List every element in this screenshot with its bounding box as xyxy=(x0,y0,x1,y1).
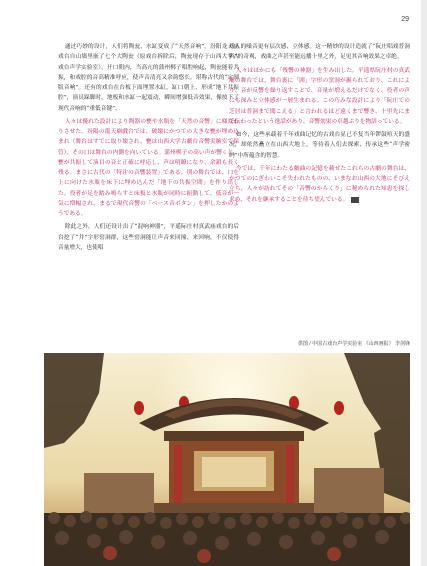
opera-stage-illustration xyxy=(44,353,410,566)
paragraph-ja-today-text: 今では、千年にわたる劇曲の記憶を載せたこれらの古劇の舞台は、かつてのにぎわいこそ失われたものの、いまなお山西の大地にそびえ立ち、人々が訪れてその「音響のからくり」に秘められた知恵を探し求め、それを継承することを待ち望んでいる。 xyxy=(229,165,410,203)
photo-credit: 供图 / 中国古戏台声学实验室 《山西画报》 李剑锋 xyxy=(298,341,410,347)
page-edge-strip xyxy=(421,0,427,566)
left-text-column xyxy=(58,42,239,253)
paragraph-ja-reverb: 人々はほかにも「残響の神器」を生み出した。平遥県阮庄村の真武廟の舞台では、舞台裏に「囲」字形の窯洞が掘られており、これにより、音が反響を繰り返すことで、音量が増えるだけでなく、役者の声にも深みと立体感が一層生まれる。この巧みな設計により「阮庄での芝居は普洞まで聞こえる」と言われるほど遠くまで響き、十里先にまで伝わったという逸話があり、音響効果の卓越ぶりを物語っている。 xyxy=(229,67,410,125)
paragraph-ja-pottery: 人々は優れた設計により陶器の甕や水瓶を「天然の音響」に様変わりさせた。汾陽の龍天廟戯台では、破壊にかつての大きな甕が埋め込まれ（舞台はすでに取り壊され、甕は山西大学古劇台音響実験室で保管）、その口は舞台の内側を向いている。蒲州梆子の高い声が響くと、甕が共振して演目の音と正確に呼応し、声は明瞭になり、余韻も長く残る。まさに古代の「特注の音響装置」である。別の舞台では、口を上に向けた水瓶を床下に埋め込んだ「地下の共振空間」を作り出した。役者が足を踏み鳴らすと床板と水瓶が同時に振動して、低音が一気に増幅され、まるで現代音響の「ベース音ボタン」を押したかのようである。 xyxy=(58,118,239,217)
right-text-column xyxy=(229,42,410,205)
paragraph-zh-pottery: 通过巧妙的设计，人们将陶瓮、水缸变成了“天然音响”。汾阳龙天庙戏台自山墙里嵌了七个大陶瓮（原戏台拆除后，陶瓮现存于山西大学古戏台声学实验室），开口朝内，当高亢的蒲州梆子唱腔响起，陶瓮能着共振，和戏腔的音高精准呼应，使声音清亮又余韵悠长。堪称古代的“定制版音响”。还有的戏台在台板下面埋置水缸，缸口朝上，形成“地下共振腔”，演员跺脚时，地板和水缸一起震动，瞬间增强低音效果，像按下了现代音响的“重低音键”。 xyxy=(58,44,239,112)
opera-stage-photo xyxy=(44,353,410,566)
page-number: 29 xyxy=(401,16,409,23)
paragraph-zh-reverb-cont: 戏人的噪音更有层次感、立体感。这一精妙的设计造就了“阮庄唱戏普洞听”的奇观，戏曲之声甚至能远播十里之外，足见其音响效果之卓绝。 xyxy=(229,44,410,61)
paragraph-zh-today: 如今，这些承载着千年戏曲记忆的古戏台显已不复当年锣鼓喧天的盛况，却依然矗立在山西大地上，等待着人们去探索、传承这些“声学密码”中所蕴含的智慧。 xyxy=(229,132,410,159)
paragraph-ja-today xyxy=(229,164,410,205)
paragraph-zh-reverb: 除此之外，人们还设计出了“混响神器”，平遥际庄村真武庙戏台的后台挖了“井”字形窑洞群，这些窑洞能让声音来回撞、来回响，不仅使得音量增大，也使唱 xyxy=(58,224,239,251)
article-end-mark: 三 xyxy=(351,197,359,203)
